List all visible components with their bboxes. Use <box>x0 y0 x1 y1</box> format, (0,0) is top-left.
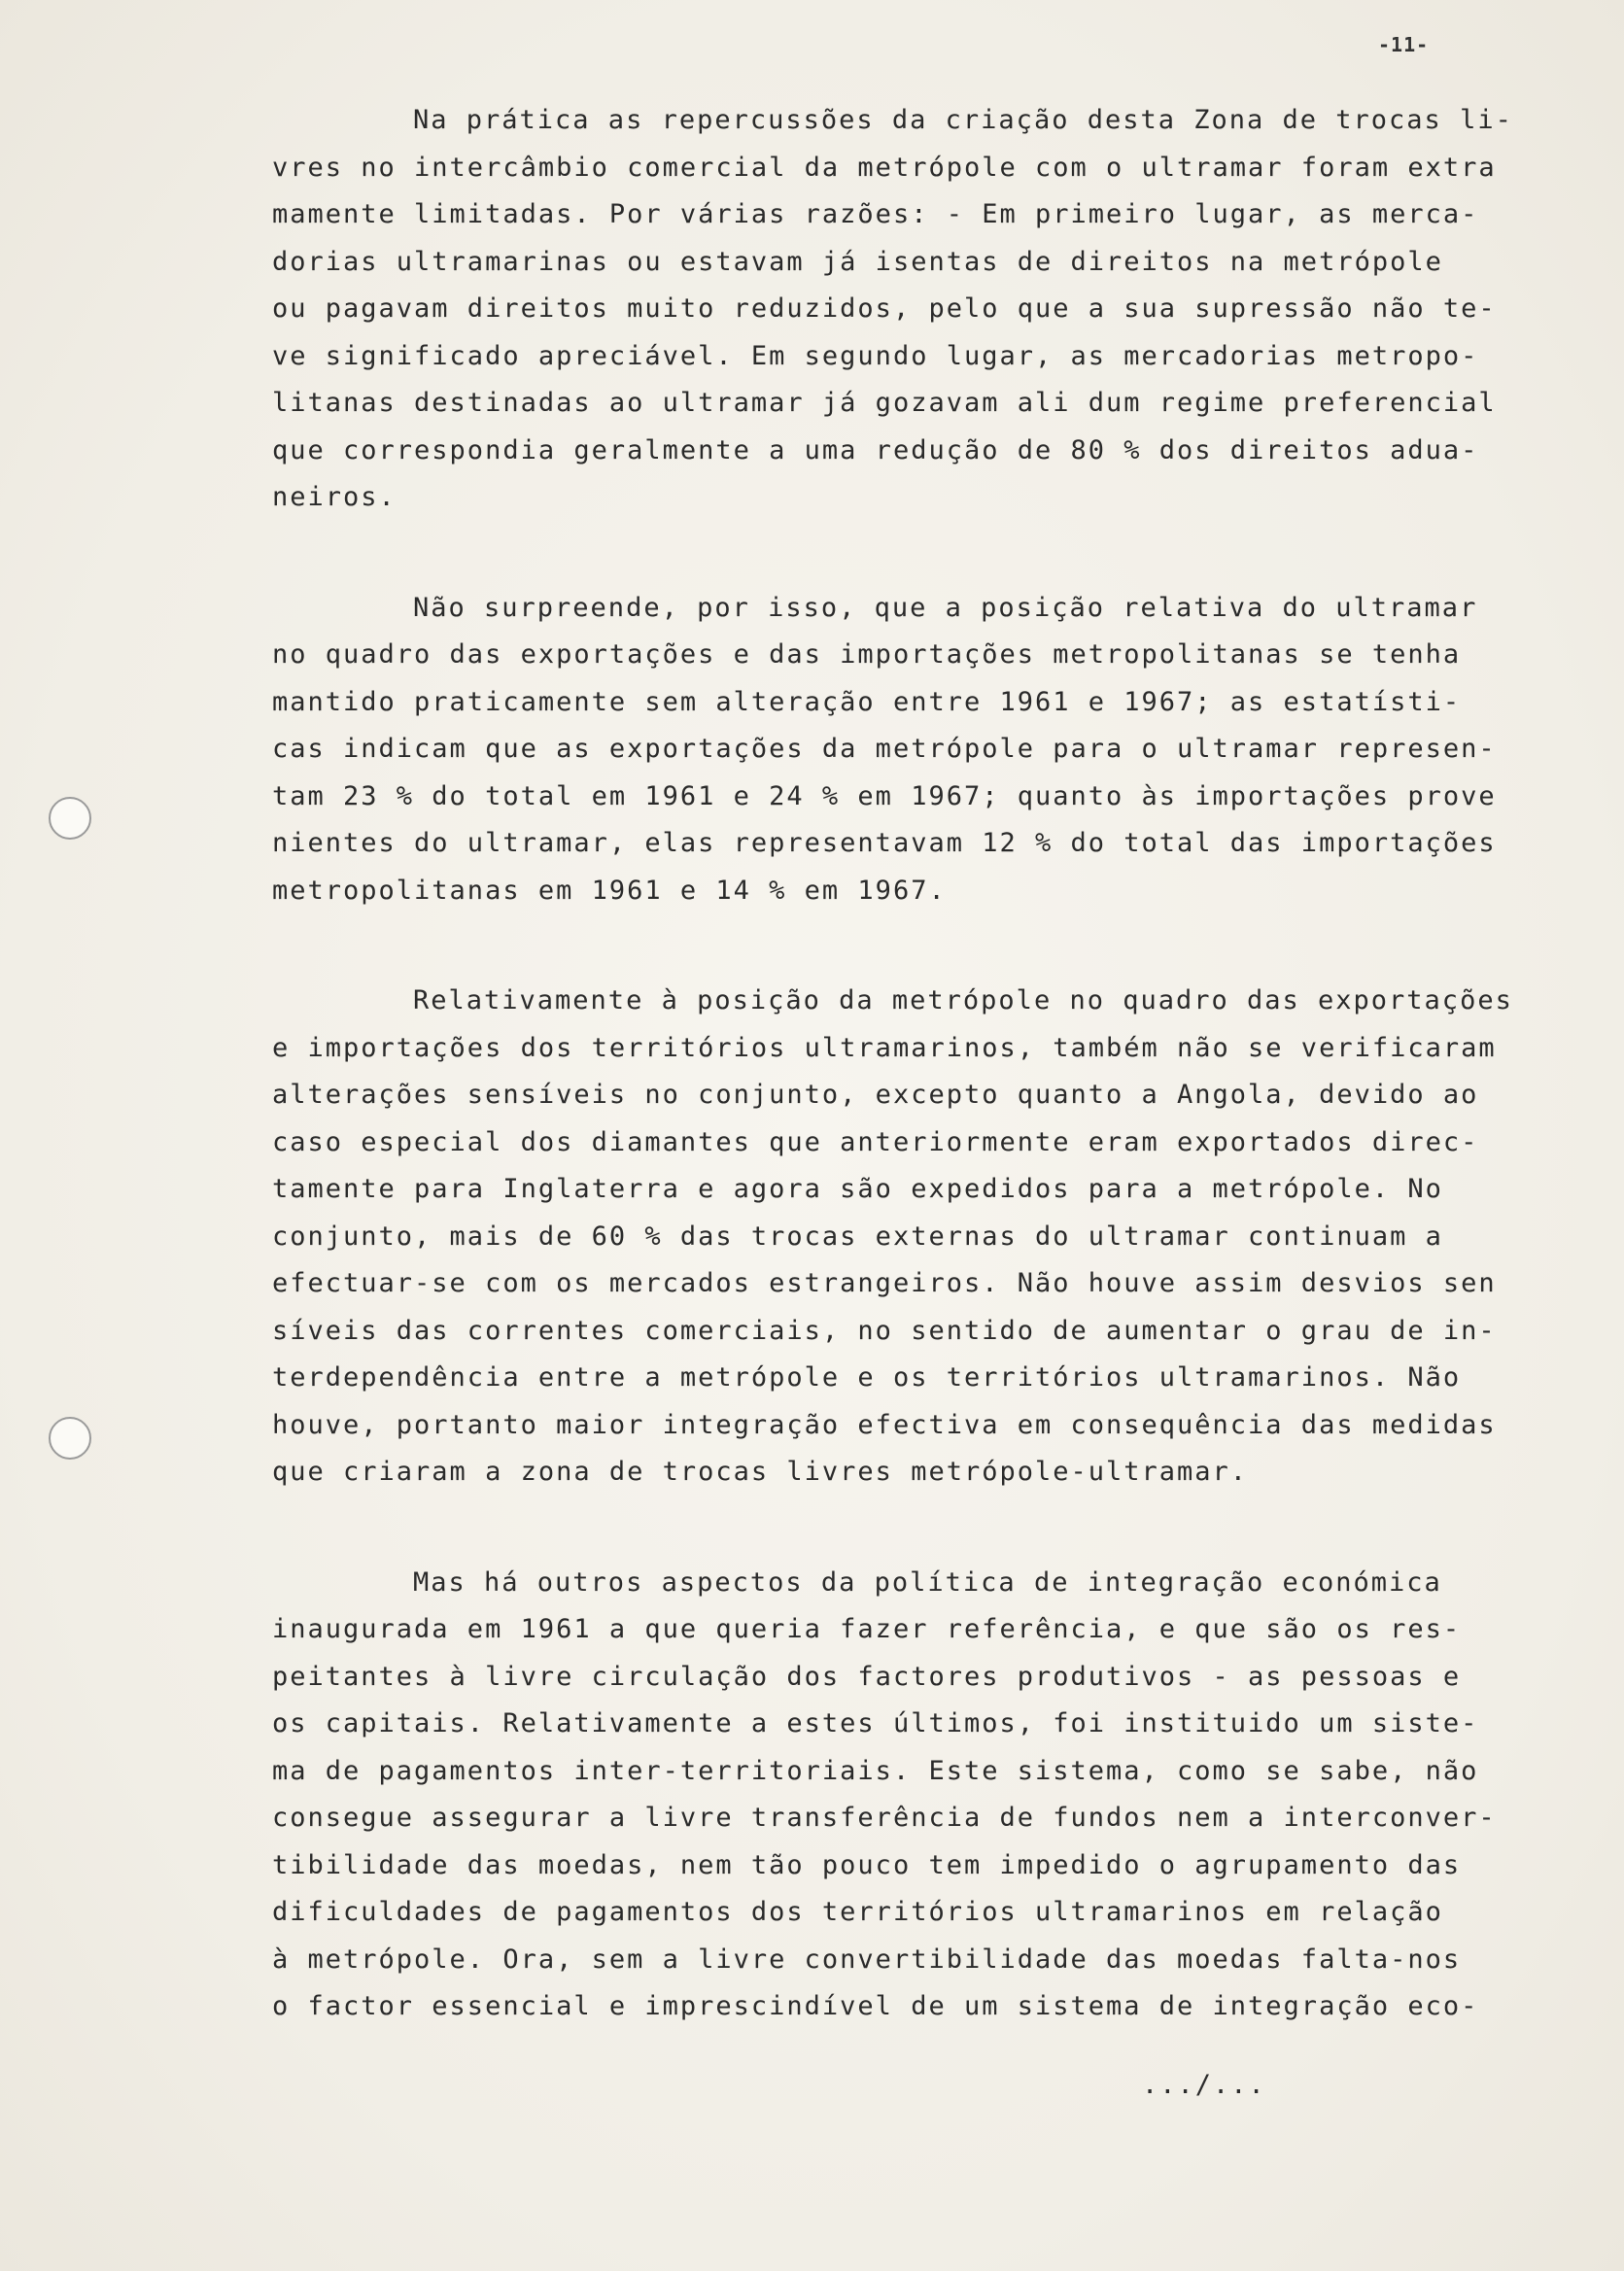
text-line: que correspondia geralmente a uma redução de 80 % dos direitos adua- <box>272 434 1479 465</box>
text-line: metropolitanas em 1961 e 14 % em 1967. <box>272 875 947 906</box>
punch-hole <box>49 797 91 840</box>
punch-hole <box>49 1417 91 1460</box>
paragraph-2 <box>272 585 1506 915</box>
page-number: -11- <box>1378 33 1430 56</box>
text-line: efectuar-se com os mercados estrangeiros. Não houve assim desvios sen <box>272 1268 1497 1298</box>
text-line: conjunto, mais de 60 % das trocas externas do ultramar continuam a <box>272 1221 1443 1252</box>
text-line: caso especial dos diamantes que anteriormente eram exportados direc- <box>272 1126 1479 1157</box>
text-line: vres no intercâmbio comercial da metrópole com o ultramar foram extra <box>272 152 1497 183</box>
text-line: Relativamente à posição da metrópole no quadro das exportações <box>413 985 1513 1015</box>
paragraph-4 <box>272 1560 1506 2031</box>
text-line: no quadro das exportações e das importações metropolitanas se tenha <box>272 639 1462 670</box>
text-line: ve significado apreciável. Em segundo lugar, as mercadorias metropo- <box>272 340 1479 371</box>
text-line: mantido praticamente sem alteração entre 1961 e 1967; as estatísti- <box>272 686 1462 717</box>
text-line: houve, portanto maior integração efectiva em consequência das medidas <box>272 1409 1497 1440</box>
text-line: neiros. <box>272 482 397 512</box>
text-line: peitantes à livre circulação dos factores produtivos - as pessoas e <box>272 1661 1462 1692</box>
text-line: tam 23 % do total em 1961 e 24 % em 1967; quanto às importações prove <box>272 780 1497 811</box>
paragraph-3 <box>272 978 1513 1497</box>
text-line: tibilidade das moedas, nem tão pouco tem impedido o agrupamento das <box>272 1849 1462 1880</box>
text-line: Mas há outros aspectos da política de integração económica <box>413 1566 1442 1598</box>
text-line: consegue assegurar a livre transferência de fundos nem a interconver- <box>272 1803 1497 1833</box>
text-line: dorias ultramarinas ou estavam já isentas de direitos na metrópole <box>272 246 1443 277</box>
text-line: que criaram a zona de trocas livres metrópole-ultramar. <box>272 1457 1249 1487</box>
text-line: Na prática as repercussões da criação desta Zona de trocas li- <box>413 105 1513 135</box>
text-line: ou pagavam direitos muito reduzidos, pelo que a sua supressão não te- <box>272 293 1497 324</box>
text-line: síveis das correntes comerciais, no sentido de aumentar o grau de in- <box>272 1315 1497 1346</box>
paragraph-1 <box>272 97 1513 522</box>
continuation-mark: .../... <box>1142 2070 1266 2100</box>
text-line: Não surpreende, por isso, que a posição relativa do ultramar <box>413 592 1478 623</box>
text-line: ma de pagamentos inter-territoriais. Este sistema, como se sabe, não <box>272 1755 1479 1786</box>
text-line: cas indicam que as exportações da metrópole para o ultramar represen- <box>272 734 1497 764</box>
text-line: inaugurada em 1961 a que queria fazer referência, e que são os res- <box>272 1614 1462 1644</box>
text-line: os capitais. Relativamente a estes últimos, foi instituido um siste- <box>272 1708 1479 1738</box>
text-line: o factor essencial e imprescindível de um sistema de integração eco- <box>272 1991 1479 2021</box>
body-text <box>272 97 1513 2031</box>
text-line: litanas destinadas ao ultramar já gozavam ali dum regime preferencial <box>272 388 1497 418</box>
text-line: tamente para Inglaterra e agora são expedidos para a metrópole. No <box>272 1174 1443 1204</box>
text-line: terdependência entre a metrópole e os territórios ultramarinos. Não <box>272 1362 1462 1393</box>
text-line: e importações dos territórios ultramarinos, também não se verificaram <box>272 1032 1497 1063</box>
text-line: mamente limitadas. Por várias razões: - Em primeiro lugar, as merca- <box>272 199 1479 229</box>
text-line: nientes do ultramar, elas representavam 12 % do total das importações <box>272 828 1497 858</box>
text-line: à metrópole. Ora, sem a livre convertibilidade das moedas falta-nos <box>272 1944 1462 1975</box>
text-line: dificuldades de pagamentos dos territórios ultramarinos em relação <box>272 1897 1443 1927</box>
text-line: alterações sensíveis no conjunto, excepto quanto a Angola, devido ao <box>272 1080 1479 1110</box>
